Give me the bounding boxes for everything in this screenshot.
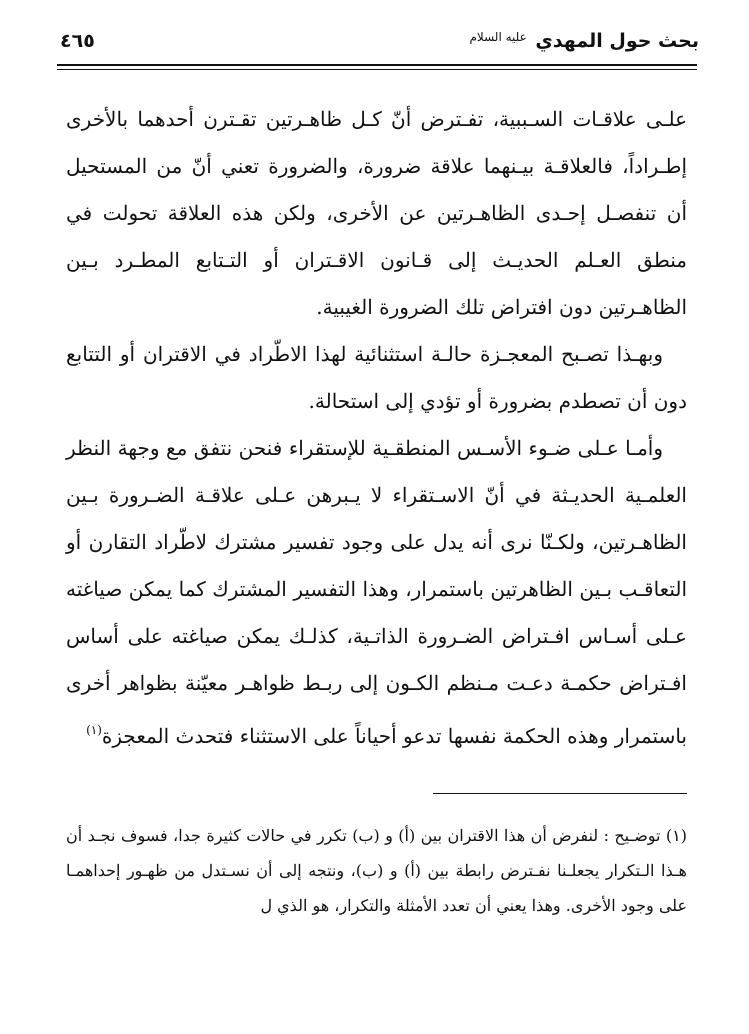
header-rule-thick <box>57 64 697 66</box>
paragraph-3 <box>66 425 687 760</box>
paragraph-1: علـى علاقـات السـببية، تفـترض أنّ كـل ظاهـرتين تقـترن أحدهما بالأخرى إطـراداً، فالعلاقـة بيـنهما علاقة ضرورة، والضرورة تعني أنّ من المستحيل أن تنفصـل إحـدى الظاهـرتين عن الأخرى، ولكن هذه العلاقة تحولت في منطق العـلم الحديـث إلى قـانون الاقـتران أو التـتابع المطـرد بـين الظاهـرتين دون افتراض تلك الضرورة الغيبية. <box>66 107 687 319</box>
running-title <box>470 30 700 52</box>
paragraph-3-text: وأمـا عـلى ضـوء الأسـس المنطقـية للإستقراء فنحن نتفق مع وجهة النظر العلمـية الحديـثة في أنّ الاسـتقراء لا يـبرهن عـلى علاقـة الضـرورة بـين الظاهـرتين، ولكـنّا نرى أنه يدل على وجود تفسير مشترك لاطّراد التقارن أو التعاقـب بـين الظاهرتين باستمرار، وهذا التفسير المشترك كما يمكن صياغته عـلى أسـاس افـتراض الضـرورة الذاتـية، كذلـك يمكن صياغته على أساس افـتراض حكمـة دعـت مـنظم الكـون إلى ربـط ظواهـر معيّنة بظواهر أخرى باستمرار وهذه الحكمة نفسها تدعو أحياناً على الاستثناء فتحدث المعجزة <box>66 436 687 748</box>
header-rule-thin <box>57 69 697 70</box>
footnote-1 <box>66 818 687 923</box>
main-text <box>66 96 687 760</box>
running-header <box>60 24 699 64</box>
footnote-1-text: (١) توضـيح : لنفرض أن هذا الاقتران بين (أ) و (ب) تكرر في حالات كثيرة جدا، فسوف نجـد أن هـذا الـتكرار يجعلـنا نفـترض رابطة بين (أ) و (ب)، ونتجه إلى أن نسـتدل من ظهـور إحداهمـا على وجود الأخرى. وهذا يعني أن تعدد الأمثلة والتكرار، هو الذي <box>66 826 687 915</box>
paragraph-2: وبهـذا تصـبح المعجـزة حالـة استثنائية لهذا الاطّراد في الاقتران أو التتابع دون أن تصطدم بضرورة أو تؤدي إلى استحالة. <box>66 342 687 413</box>
footnote-separator <box>433 793 687 794</box>
footnote-continuation-mark: ل <box>260 896 273 915</box>
running-title-text: بحث حول المهدي <box>535 30 699 52</box>
footnote <box>66 818 687 923</box>
footnote-reference[interactable]: (١) <box>86 723 102 737</box>
honorific-mark: عليه السلام <box>469 30 527 44</box>
page-number: ٤٦٥ <box>60 30 95 52</box>
